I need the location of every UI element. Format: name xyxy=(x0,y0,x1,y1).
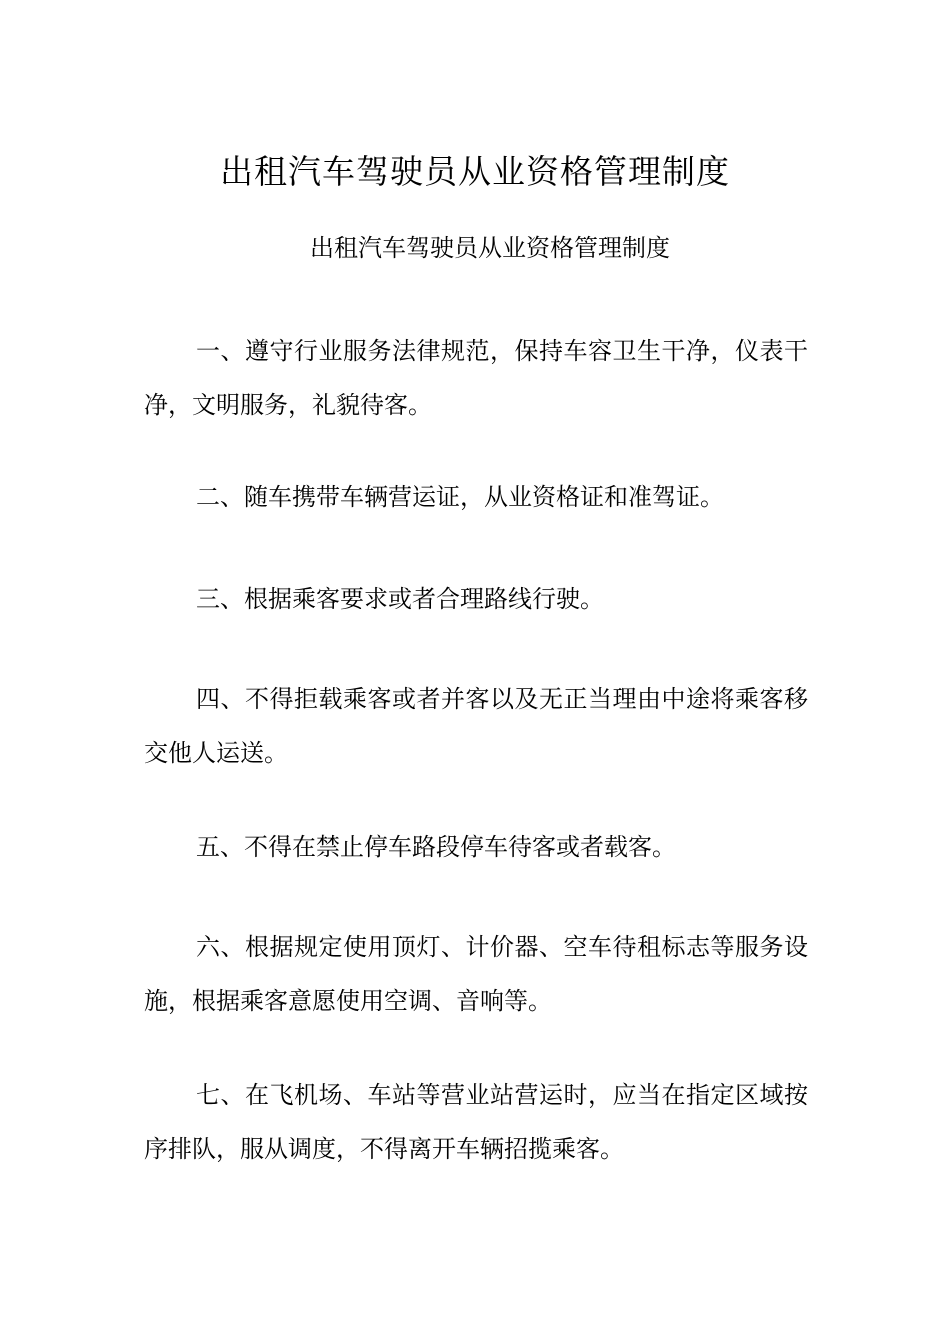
paragraph-item: 五、不得在禁止停车路段停车待客或者载客。 xyxy=(196,833,676,861)
paragraph-item: 四、不得拒载乘客或者并客以及无正当理由中途将乘客移交他人运送。 xyxy=(144,685,808,767)
paragraph-item: 七、在飞机场、车站等营业站营运时，应当在指定区域按序排队，服从调度，不得离开车辆招揽乘客。 xyxy=(144,1081,808,1163)
document-subtitle: 出租汽车驾驶员从业资格管理制度 xyxy=(310,234,670,262)
document-title: 出租汽车驾驶员从业资格管理制度 xyxy=(220,152,730,192)
paragraph-item: 三、根据乘客要求或者合理路线行驶。 xyxy=(196,585,604,613)
paragraph-item: 六、根据规定使用顶灯、计价器、空车待租标志等服务设施，根据乘客意愿使用空调、音响等。 xyxy=(144,933,808,1015)
paragraph-item: 二、随车携带车辆营运证，从业资格证和准驾证。 xyxy=(196,483,724,511)
paragraph-item: 一、遵守行业服务法律规范，保持车容卫生干净，仪表干净，文明服务，礼貌待客。 xyxy=(144,337,808,419)
